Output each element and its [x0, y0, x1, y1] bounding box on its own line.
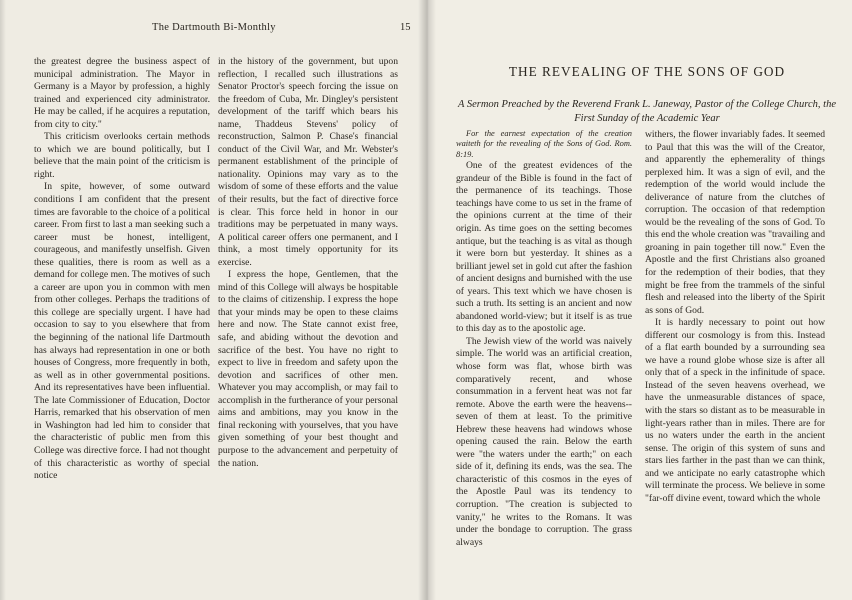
page-number: 15	[400, 22, 411, 33]
left-page-column-1	[34, 56, 210, 483]
article-title: THE REVEALING OF THE SONS OF GOD	[508, 64, 786, 79]
paragraph: It is hardly necessary to point out how different our cosmology is from this. Instead of a flat earth bounded by a surrounding sea we have a round globe whose size is after all only that of a speck in the infinitude of space. Instead of the seven heavens overhead, we have the unmeasurable distances of space, with the stars so distant as to be measurable in light-years rather than in miles. There are for us no waters under the earth in the ancient sense. The origin of this system of suns and stars lies farther in the past than we can think, and we anticipate no early catastrophe which will terminate the process. We believe in some "far-off divine event, toward which the whole	[645, 317, 825, 504]
book-gutter	[418, 0, 436, 600]
paragraph: One of the greatest evidences of the grandeur of the Bible is found in the fact of the permanence of its teachings. Those teachings have come to us set in the frame of the opinions current at the time of their origin. As time goes on the setting becomes antique, but the teaching is as vital as though it were born but yesterday. It shines as a brilliant jewel set in gold cut after the fashion of ancient designs and burnished with the use of years. This text which we have chosen is such a truth. Its setting is an ancient and now abandoned world-view; but it itself is as true to this day as to the apostolic age.	[456, 160, 632, 335]
paragraph: The Jewish view of the world was naively simple. The world was an artificial creation, whose form was flat, whose birth was comparatively recent, and whose consummation in a fervent heat was not far remote. Above the earth were the heavens--seven of them at least. To the primitive Hebrew these heavens had windows whose opening caused the rain. Below the earth were "the waters under the earth;" on each side of it, defining its ends, was the sea. The characteristic of this cosmos in the eyes of the Apostle Paul was its tendency to corruption. "The creation is subjected to vanity," he writes to the Romans. It was under the bondage to corruption. The grass always	[456, 335, 632, 548]
running-head: The Dartmouth Bi-Monthly	[152, 22, 276, 33]
paragraph: This criticism overlooks certain methods to which we are bound politically, but I believe that the main point of the criticism is right.	[34, 131, 210, 180]
paragraph: the greatest degree the business aspect of municipal administration. The Mayor in Germany is a Mayor by profession, a highly trained and experienced city administrator. He may be called, if he acquires a reputation, from city to city."	[34, 56, 210, 130]
paragraph: I express the hope, Gentlemen, that the mind of this College will always be hospitable to the claims of citizenship. I express the hope that your minds may be open to these claims here and now. The State cannot exist free, safe, and abiding without the devotion and sacrifice of the best. You have no right to expect to live in freedom and safety upon the devotion and sacrifices of other men. Whatever you may accomplish, or may fail to accomplish in the furtherance of your personal aims and ambitions, may you know in the final reckoning with yourselves, that you have given something of your best thought and purpose to the advancement and perpetuity of the nation.	[218, 269, 398, 469]
paragraph: withers, the flower invariably fades. It seemed to Paul that this was the will of the Creator, and apparently the ephemerality of things perplexed him. It was a sign of evil, and the redemption of the world would include the deliverance of nature from the clutches of corruption. The occasion of that redemption would be the revealing of the sons of God. To this end the whole creation was "travailing and groaning in pain together till now." Even the Apostle and the first Christians also groaned for the redemption of their bodies, that they might be free from the trammels of the sinful flesh and released into the liberty of the Spirit as sons of God.	[645, 129, 826, 316]
left-page-column-2	[218, 56, 398, 470]
right-page-column-2	[645, 129, 825, 505]
article-subtitle: A Sermon Preached by the Reverend Frank L. Janeway, Pastor of the College Church, the First Sunday of the Academic Year	[457, 99, 836, 124]
paragraph: In spite, however, of some outward conditions I am confident that the present times are favorable to the choice of a political career. From first to last a man seeking such a career must be honest, intelligent, courageous, and manifestly unselfish. Given these qualities, there is room as well as a demand for college men. The motives of such a career are upon you in common with men from other colleges. Perhaps the traditions of this college are specially urgent. I have had occasion to say to you elsewhere that from the beginning of the national life Dartmouth has always had representation in one or both houses of Congress, more frequently in both, as well as in other governmental positions. And its representatives have been influential. The late Commissioner of Education, Doctor Harris, remarked that his observation of men in Washington had led him to consider that the characteristic of public men from this College was directive force. I had not thought of this characteristic as worthy of special notice	[34, 181, 210, 482]
right-page-column-1	[456, 129, 632, 549]
page-edge-shadow	[0, 0, 6, 600]
paragraph: in the history of the government, but upon reflection, I recalled such illustrations as Senator Proctor's speech forcing the issue on the freedom of Cuba, Mr. Dingley's persistent development of the tariff which bears his name, Thaddeus Stevens' policy of reconstruction, Salmon P. Chase's financial conduct of the Civil War, and Mr. Webster's permanent establishment of the principle of nationality. Opinions may vary as to the wisdom of some of these efforts and the value of their results, but the fact of directive force is clear. This force held in honor in our traditions may be perpetuated in many ways. A political career offers one permanent, and I think, a most timely opportunity for its exercise.	[218, 56, 398, 268]
epigraph: For the earnest expectation of the creation waiteth for the revealing of the Sons of God. Rom. 8:19.	[456, 129, 632, 159]
